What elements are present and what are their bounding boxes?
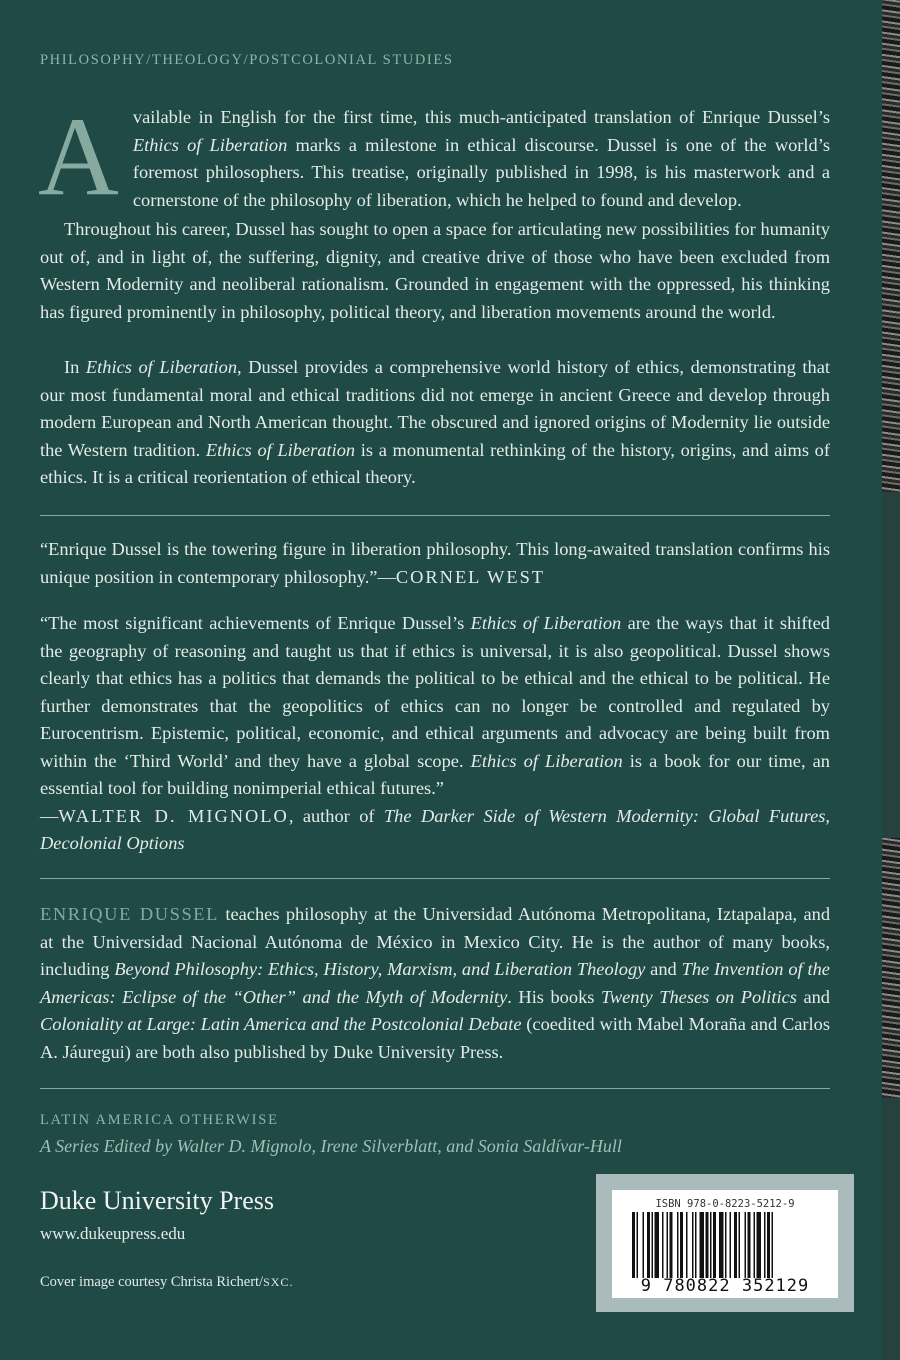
barcode-bar xyxy=(670,1212,673,1278)
barcode-bar xyxy=(637,1212,639,1278)
divider xyxy=(40,878,830,879)
barcode-bar xyxy=(695,1212,697,1278)
barcode-bar xyxy=(652,1212,654,1278)
barcode-bar xyxy=(667,1212,669,1278)
spine-texture-top xyxy=(882,0,900,492)
barcode-bar xyxy=(700,1212,705,1278)
divider xyxy=(40,1088,830,1089)
blurb-mignolo: “The most significant achievements of Enrique Dussel’s Ethics of Liberation are the ways that it shifted the geography of reasoning and taught us that if ethics is universal, it is also geopolitical. Dussel shows clearly that ethics has a politics that demands the political to be ethical and the ethical to be political. He further demonstrates that the geopolitics of ethics can no longer be controlled and regulated by Eurocentrism. Epistemic, political, economic, and ethical arguments and advocacy are being built from within the ‘Third World’ and they have a global scope. Ethics of Liberation is a book for our time, an essential tool for building nonimperial ethical futures.” —WALTER D. MIGNOLO, author of The Darker Side of Western Modernity: Global Futures, Decolonial Options xyxy=(40,613,831,853)
drop-cap: A xyxy=(38,95,119,219)
book-title: Ethics of Liberation xyxy=(470,613,622,633)
book-title: Ethics of Liberation xyxy=(132,134,288,155)
barcode-bar xyxy=(706,1212,709,1278)
book-title: Beyond Philosophy: Ethics, History, Marxism, and Liberation Theology xyxy=(114,959,646,979)
blurb-west: “Enrique Dussel is the towering figure in liberation philosophy. This long-awaited translation confirms his unique position in contemporary philosophy.”—CORNEL WEST xyxy=(40,539,830,587)
barcode-bar xyxy=(739,1212,741,1278)
publisher-url: www.dukeupress.edu xyxy=(40,1224,186,1243)
barcode-bar xyxy=(757,1212,762,1278)
barcode-bar xyxy=(767,1212,770,1278)
isbn-number: ISBN 978-0-8223-5212-9 xyxy=(655,1198,795,1210)
bio-author-name: ENRIQUE DUSSEL xyxy=(40,904,219,924)
book-title: The Darker Side of Western Modernity: Global Futures, Decolonial Options xyxy=(40,805,831,853)
blurb-author: CORNEL WEST xyxy=(395,566,546,587)
barcode-bar xyxy=(734,1212,737,1278)
barcode-label xyxy=(612,1190,838,1298)
book-title: Ethics of Liberation xyxy=(85,357,238,377)
description-paragraph-3: In Ethics of Liberation, Dussel provides a comprehensive world history of ethics, demonstrating that our most fundamental moral and ethical traditions did not emerge in ancient Greece and develop through modern European and North American thought. The obscured and ignored origins of Modernity lie outside the Western tradition. Ethics of Liberation is a monumental rethinking of the history, origins, and aims of ethics. It is a critical reorientation of ethical theory. xyxy=(40,357,830,487)
category-label: PHILOSOPHY/THEOLOGY/POSTCOLONIAL STUDIES xyxy=(40,52,454,68)
spine-edge xyxy=(882,0,900,1360)
barcode-bar xyxy=(710,1212,712,1278)
barcode-bar xyxy=(692,1212,694,1278)
barcode-bar xyxy=(643,1212,645,1278)
book-title: Ethics of Liberation xyxy=(470,750,623,771)
book-title: Twenty Theses on Politics xyxy=(600,986,797,1007)
blurb-author: WALTER D. MIGNOLO xyxy=(58,805,289,826)
barcode-bar xyxy=(745,1212,747,1278)
barcode-bar xyxy=(713,1212,716,1278)
barcode-bar xyxy=(730,1212,732,1278)
spine-texture-middle xyxy=(882,838,900,1098)
barcode-bar xyxy=(680,1212,683,1278)
description-paragraph-2: Throughout his career, Dussel has sought to open a space for articulating new possibilities for humanity out of, and in light of, the suffering, dignity, and creative drive of those who have been excluded from Western Modernity and neoliberal rationalism. Grounded in engagement with the oppressed, his thinking has figured prominently in philosophy, political theory, and liberation movements around the world. xyxy=(40,219,830,322)
barcode-bar xyxy=(662,1212,664,1278)
book-title: The Invention of the Americas: Eclipse of the “Other” and the Myth of Modernity xyxy=(40,959,830,1007)
cover-credit: Cover image courtesy Christa Richert/SXC. xyxy=(40,1274,294,1290)
barcode-bar xyxy=(655,1212,660,1278)
ean-digits: 9 780822 352129 xyxy=(640,1276,810,1296)
barcode-panel xyxy=(596,1174,854,1312)
barcode-bar xyxy=(719,1212,724,1278)
author-bio: ENRIQUE DUSSEL teaches philosophy at the Universidad Autónoma Metropolitana, Iztapalapa, and at the Universidad Nacional Autónoma de México in Mexico City. He is the author of many books, including Beyond Philosophy: Ethics, History, Marxism, and Liberation Theology and The Invention of the Americas: Eclipse of the “Other” and the Myth of Modernity. His books Twenty Theses on Politics and Coloniality at Large: Latin America and the Postcolonial Debate (coedited with Mabel Moraña and Carlos A. Jáuregui) are both also published by Duke University Press. xyxy=(40,904,831,1062)
barcode-icon xyxy=(630,1212,826,1278)
barcode-bar xyxy=(677,1212,679,1278)
barcode-bar xyxy=(725,1212,727,1278)
book-title: Coloniality at Large: Latin America and the Postcolonial Debate xyxy=(40,1014,522,1034)
barcode-bar xyxy=(754,1212,756,1278)
barcode-bar xyxy=(772,1212,774,1278)
series-editors: A Series Edited by Walter D. Mignolo, Irene Silverblatt, and Sonia Saldívar-Hull xyxy=(40,1136,622,1156)
publisher-name: Duke University Press xyxy=(40,1186,274,1215)
barcode-bar xyxy=(686,1212,688,1278)
divider xyxy=(40,515,830,516)
barcode-bar xyxy=(647,1212,650,1278)
series-name: LATIN AMERICA OTHERWISE xyxy=(40,1112,279,1128)
barcode-bar xyxy=(748,1212,751,1278)
barcode-bar xyxy=(764,1212,766,1278)
book-title: Ethics of Liberation xyxy=(205,439,356,460)
description-paragraph-1: Available in English for the first time, this much-anticipated translation of Enrique Dussel’s Ethics of Liberation marks a milestone in ethical discourse. Dussel is one of the world’s foremost philosophers. This treatise, originally published in 1998, is his masterwork and a cornerstone of the philosophy of liberation, which he helped to found and develop. xyxy=(38,95,830,219)
barcode-bar xyxy=(632,1212,635,1278)
